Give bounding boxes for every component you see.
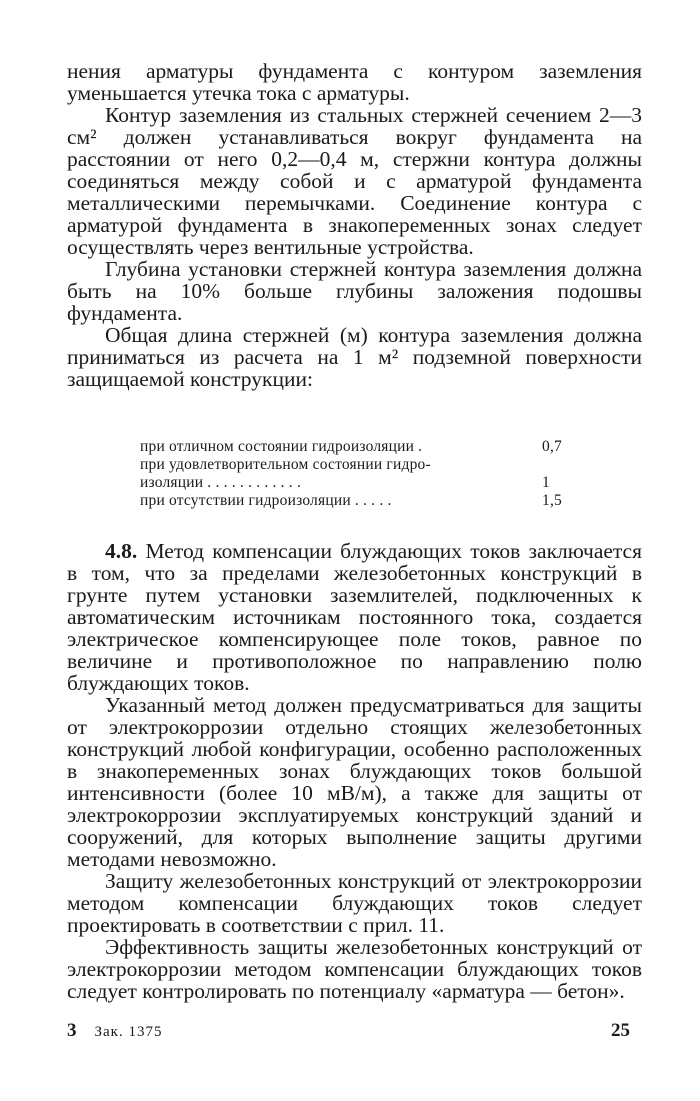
list-item [140, 492, 572, 510]
paragraph-compensation-method [67, 540, 642, 694]
paragraph-ground-contour: Контур заземления из стальных стержней сечением 2—3 см² должен устанавливаться вокруг фундамента на расстоянии от него 0,2—0,4 м, стержни контура должны соединяться между собой и с арматурой фундамента металлическими перемычками. Соединение контура с арматурой фундамента в знакопеременных зонах следует осуществлять через вентильные устройства. [67, 103, 642, 259]
list-item [140, 456, 572, 474]
list-item-label: при удовлетворительном состоянии гидро- [140, 456, 431, 473]
list-item [140, 474, 572, 492]
paragraph-rod-length: Общая длина стержней (м) контура заземления должна приниматься из расчета на 1 м² подземной поверхности защищаемой конструкции: [67, 323, 642, 391]
page-number: 25 [611, 1020, 630, 1041]
document-page [67, 60, 642, 1002]
list-item-value: 0,7 [542, 438, 562, 455]
order-number: Зак. 1375 [94, 1024, 163, 1040]
section-number: 4.8. [105, 539, 138, 563]
paragraph-rod-depth: Глубина установки стержней контура заземления должна быть на 10% больше глубины заложения подошвы фундамента. [67, 257, 642, 325]
list-item-value: 1,5 [542, 492, 562, 509]
list-item [140, 438, 572, 456]
list-item-value [542, 456, 572, 474]
list-item-label: при отличном состоянии гидроизоляции . [140, 438, 423, 455]
paragraph-efficiency-control: Эффективность защиты железобетонных конструкций от электрокоррозии методом компенсации блуждающих токов следует контролировать по потенциалу «арматура — бетон». [67, 935, 642, 1003]
list-item-value: 1 [542, 474, 550, 491]
footer-left [67, 1020, 162, 1042]
page-footer [67, 1020, 630, 1042]
paragraph-text: Метод компенсации блуждающих токов заключается в том, что за пределами железобетонных конструкций в грунте путем установки заземлителей, подключенных к автоматическим источникам постоянного тока, создается электрическое компенсирующее поле токов, равное по величине и противоположное по направлению полю блуждающих токов. [67, 539, 642, 695]
sheet-number: 3 [67, 1020, 77, 1041]
paragraph-continuation: нения арматуры фундамента с контуром заземления уменьшается утечка тока с арматуры. [67, 59, 642, 105]
list-item-label: изоляции . . . . . . . . . . . . [140, 474, 302, 491]
paragraph-method-scope: Указанный метод должен предусматриваться для защиты от электрокоррозии отдельно стоящих железобетонных конструкций любой конфигурации, особенно расположенных в знакопеременных зонах блуждающих токов большой интенсивности (более 10 мВ/м), а также для защиты от электрокоррозии эксплуатируемых конструкций зданий и сооружений, для которых выполнение защиты другими методами невозможно. [67, 693, 642, 871]
list-item-label: при отсутствии гидроизоляции . . . . . [140, 492, 392, 509]
waterproofing-list [140, 438, 572, 510]
paragraph-design-reference: Защиту железобетонных конструкций от электрокоррозии методом компенсации блуждающих токов следует проектировать в соответствии с прил. 11. [67, 869, 642, 937]
